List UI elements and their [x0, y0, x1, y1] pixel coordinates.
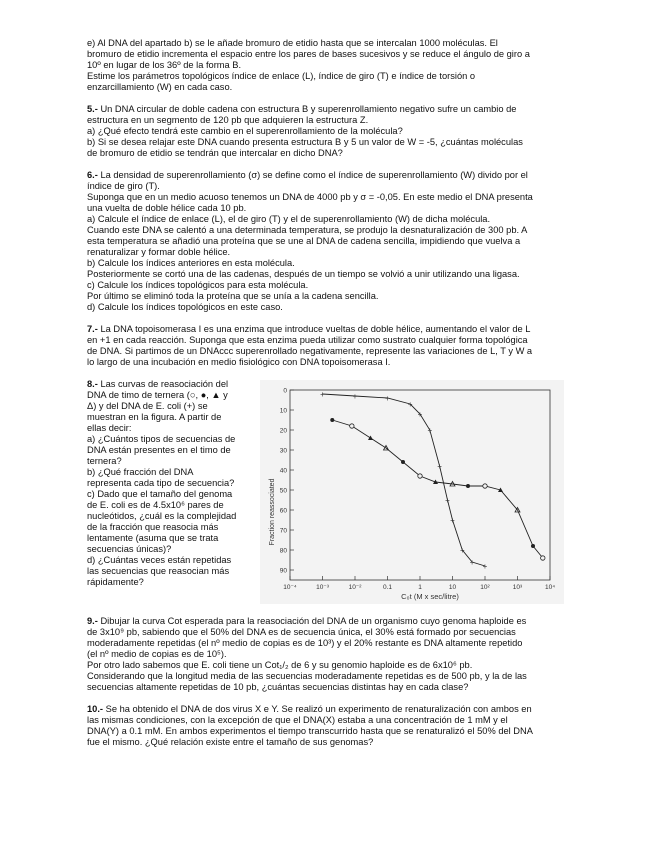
y-tick-label: 0 [283, 387, 287, 395]
text-line: a) ¿Cuántos tipos de secuencias de [87, 434, 236, 444]
text-line: de E. coli es de 4.5x10⁶ pares de [87, 500, 224, 510]
ecoli-point: + [445, 496, 450, 505]
text-line: 7.- La DNA topoisomerasa I es una enzima que introduce vueltas de doble hélice, aumentando el valor de L [87, 324, 531, 334]
question-10 [87, 704, 571, 748]
text-line: renaturalizar y formar doble hélice. [87, 247, 231, 257]
text-line: 10.- Se ha obtenido el DNA de dos virus X e Y. Se realizó un experimento de renaturalización con ambos en [87, 704, 532, 714]
text-line: moderadamente repetidas (el nº medio de copias es de 10³) y el 20% restante es DNA altamente repetido [87, 638, 523, 648]
text-line: DNA de timo de ternera (○, ●, ▲ y [87, 390, 228, 400]
text-line: DNA(Y) a 0.1 mM. En ambos experimentos el tiempo transcurrido hasta que se renaturalizó el 50% del DNA [87, 726, 533, 736]
text-line: esta temperatura se añadió una proteína que se une al DNA de cadena sencilla, impidiendo que vuelva a [87, 236, 521, 246]
question-number: 5.- [87, 104, 98, 114]
ecoli-point: + [482, 562, 488, 571]
x-tick-label: 10³ [512, 584, 523, 591]
ecoli-point: + [417, 410, 423, 419]
ecoli-point: + [427, 426, 433, 435]
text-line: Δ) y del DNA de E. coli (+) se [87, 401, 208, 411]
text-line: las mismas condiciones, con la excepción de que el DNA(X) estaba a una concentración de 1 mM y el [87, 715, 508, 725]
ecoli-point: + [437, 462, 442, 471]
reassociation-chart [260, 380, 564, 604]
x-tick-label: 10⁻² [348, 584, 362, 591]
ecoli-point: + [352, 392, 358, 401]
thymus-point-filled [330, 418, 334, 422]
text-line: b) ¿Qué fracción del DNA [87, 467, 194, 477]
question-9 [87, 616, 571, 693]
ecoli-curve [323, 394, 486, 566]
text-line: DNA están presentes en el timo de [87, 445, 231, 455]
question-number: 9.- [87, 616, 98, 626]
x-tick-label: 10⁴ [544, 584, 556, 591]
text-line: Suponga que en un medio acuoso tenemos un DNA de 4000 pb y σ = -0,05. En este medio el DNA presenta [87, 192, 533, 202]
y-axis-label: Fraction reassociated [269, 478, 276, 546]
y-tick-label: 30 [279, 447, 287, 455]
text-line: d) ¿Cuántas veces están repetidas [87, 555, 232, 565]
text-line: en +1 en cada reacción. Suponga que esta enzima pueda utilizar como sustrato cualquier forma topológica [87, 335, 528, 345]
text-line: Considerando que la longitud media de las secuencias moderadamente repetidas es de 500 pb, y la de las [87, 671, 527, 681]
x-tick-label: 1 [418, 584, 422, 591]
thymus-point-open [418, 474, 422, 478]
y-tick-label: 20 [279, 427, 287, 435]
text-line: de 3x10⁹ pb, sabiendo que el 50% del DNA es de secuencia única, el 30% está formado por secuencias [87, 627, 516, 637]
text-line: rápidamente? [87, 577, 144, 587]
text-line: estructura en un segmento de 120 pb que adquieren la estructura Z. [87, 115, 369, 125]
text-line: las secuencias que reasocian más [87, 566, 230, 576]
thymus-point-filled [466, 484, 470, 488]
text-line: de DNA. Si partimos de un DNAccc superenrollado negativamente, represente las variaciones de L, T y W a [87, 346, 533, 356]
thymus-point-triangle-filled [368, 436, 373, 441]
text-line: bromuro de etidio incrementa el espacio entre los pares de bases sucesivos y se reduce el ángulo de giro a [87, 49, 530, 59]
text-line: de la fracción que reasocia más [87, 522, 219, 532]
text-line: fue el mismo. ¿Qué relación existe entre el tamaño de sus genomas? [87, 737, 374, 747]
text-line: secuencias únicas)? [87, 544, 172, 554]
question-8-text [87, 379, 249, 588]
x-tick-label: 10² [480, 584, 490, 591]
text-line: 5.- Un DNA circular de doble cadena con estructura B y superenrollamiento negativo sufre un cambio de [87, 104, 517, 114]
text-line: (el nº medio de copias es de 10⁵). [87, 649, 227, 659]
text-line: una vuelta de doble hélice cada 10 pb. [87, 203, 247, 213]
text-line: e) Al DNA del apartado b) se le añade bromuro de etidio hasta que se intercalan 1000 moléculas. El [87, 38, 498, 48]
question-5 [87, 104, 571, 159]
question-6 [87, 170, 571, 313]
question-7 [87, 324, 571, 368]
x-tick-label: 10⁻³ [316, 584, 329, 591]
thymus-point-open [350, 424, 354, 428]
text-line: 10º en lugar de los 36º de la forma B. [87, 60, 242, 70]
text-line: 8.- Las curvas de reasociación del [87, 379, 229, 389]
text-line: Por último se eliminó toda la proteína que se unía a la cadena sencilla. [87, 291, 379, 301]
text-line: nucleótidos, ¿cuál es la complejidad [87, 511, 237, 521]
text-line: muestran en la figura. A partir de [87, 412, 222, 422]
chart-svg [260, 380, 564, 604]
y-tick-label: 70 [279, 527, 287, 535]
text-line: enzarcillamiento (W) en cada caso. [87, 82, 233, 92]
question-number: 10.- [87, 704, 104, 714]
ecoli-point: + [320, 390, 325, 399]
x-axis-label: C₀t (M x sec/litre) [401, 592, 459, 601]
ecoli-point: + [469, 558, 475, 567]
question-prev-part-e [87, 38, 571, 93]
x-tick-label: 0.1 [382, 584, 393, 591]
text-line: 6.- La densidad de superenrollamiento (σ) se define como el índice de superenrollamiento (W) divido por el [87, 170, 528, 180]
text-line: b) Si se desea relajar este DNA cuando presenta estructura B y 5 un valor de W = -5, ¿cuántas moléculas [87, 137, 523, 147]
text-line: a) Calcule el índice de enlace (L), el de giro (T) y el de superenrollamiento (W) de dicha molécula. [87, 214, 491, 224]
y-tick-label: 60 [279, 507, 287, 515]
text-line: ternera? [87, 456, 122, 466]
y-tick-label: 50 [279, 487, 287, 495]
text-line: d) Calcule los índices topológicos en este caso. [87, 302, 283, 312]
thymus-point-open [483, 484, 487, 488]
question-number: 8.- [87, 379, 98, 389]
text-line: c) Dado que el tamaño del genoma [87, 489, 233, 499]
text-line: Estime los parámetros topológicos índice de enlace (L), índice de giro (T) e índice de torsión o [87, 71, 476, 81]
text-line: 9.- Dibujar la curva Cot esperada para la reasociación del DNA de un organismo cuyo genoma haploide es [87, 616, 527, 626]
y-tick-label: 90 [279, 567, 287, 575]
ecoli-point: + [450, 516, 455, 525]
y-tick-label: 40 [279, 467, 287, 475]
ecoli-point: + [407, 400, 413, 409]
calf-thymus-curve [332, 420, 543, 558]
document-page [87, 38, 571, 748]
question-number: 6.- [87, 170, 98, 180]
text-line: b) Calcule los índices anteriores en esta molécula. [87, 258, 295, 268]
question-number: 7.- [87, 324, 98, 334]
text-line: a) ¿Qué efecto tendrá este cambio en el superenrollamiento de la molécula? [87, 126, 403, 136]
y-tick-label: 80 [279, 547, 287, 555]
text-line: lentamente (asuma que se trata [87, 533, 219, 543]
text-line: índice de giro (T). [87, 181, 160, 191]
thymus-point-filled [531, 544, 535, 548]
x-tick-label: 10⁻⁴ [283, 584, 297, 591]
text-line: representa cada tipo de secuencia? [87, 478, 235, 488]
ecoli-point: + [385, 394, 390, 403]
text-line: Posteriormente se cortó una de las cadenas, después de un tiempo se volvió a unir utilizando una ligasa. [87, 269, 520, 279]
text-line: Por otro lado sabemos que E. coli tiene un Cot₁/₂ de 6 y su genomio haploide es de 6x10⁶ pb. [87, 660, 473, 670]
text-line: de bromuro de etidio se tendrán que intercalar en dicho DNA? [87, 148, 343, 158]
question-8 [87, 379, 571, 605]
text-line: secuencias altamente repetidas de 10 pb, ¿cuántas secuencias distintas hay en cada clase? [87, 682, 469, 692]
ecoli-point: + [459, 546, 465, 555]
thymus-point-filled [401, 460, 405, 464]
thymus-point-open [541, 556, 545, 560]
text-line: lo largo de una incubación en medio fisiológico con DNA topoisomerasa I. [87, 357, 391, 367]
x-tick-label: 10 [448, 584, 457, 591]
text-line: Cuando este DNA se calentó a una determinada temperatura, se produjo la desnaturalización de 300 pb. A [87, 225, 528, 235]
text-line: ellas decir: [87, 423, 132, 433]
text-line: c) Calcule los índices topológicos para esta molécula. [87, 280, 309, 290]
y-tick-label: 10 [279, 407, 287, 415]
